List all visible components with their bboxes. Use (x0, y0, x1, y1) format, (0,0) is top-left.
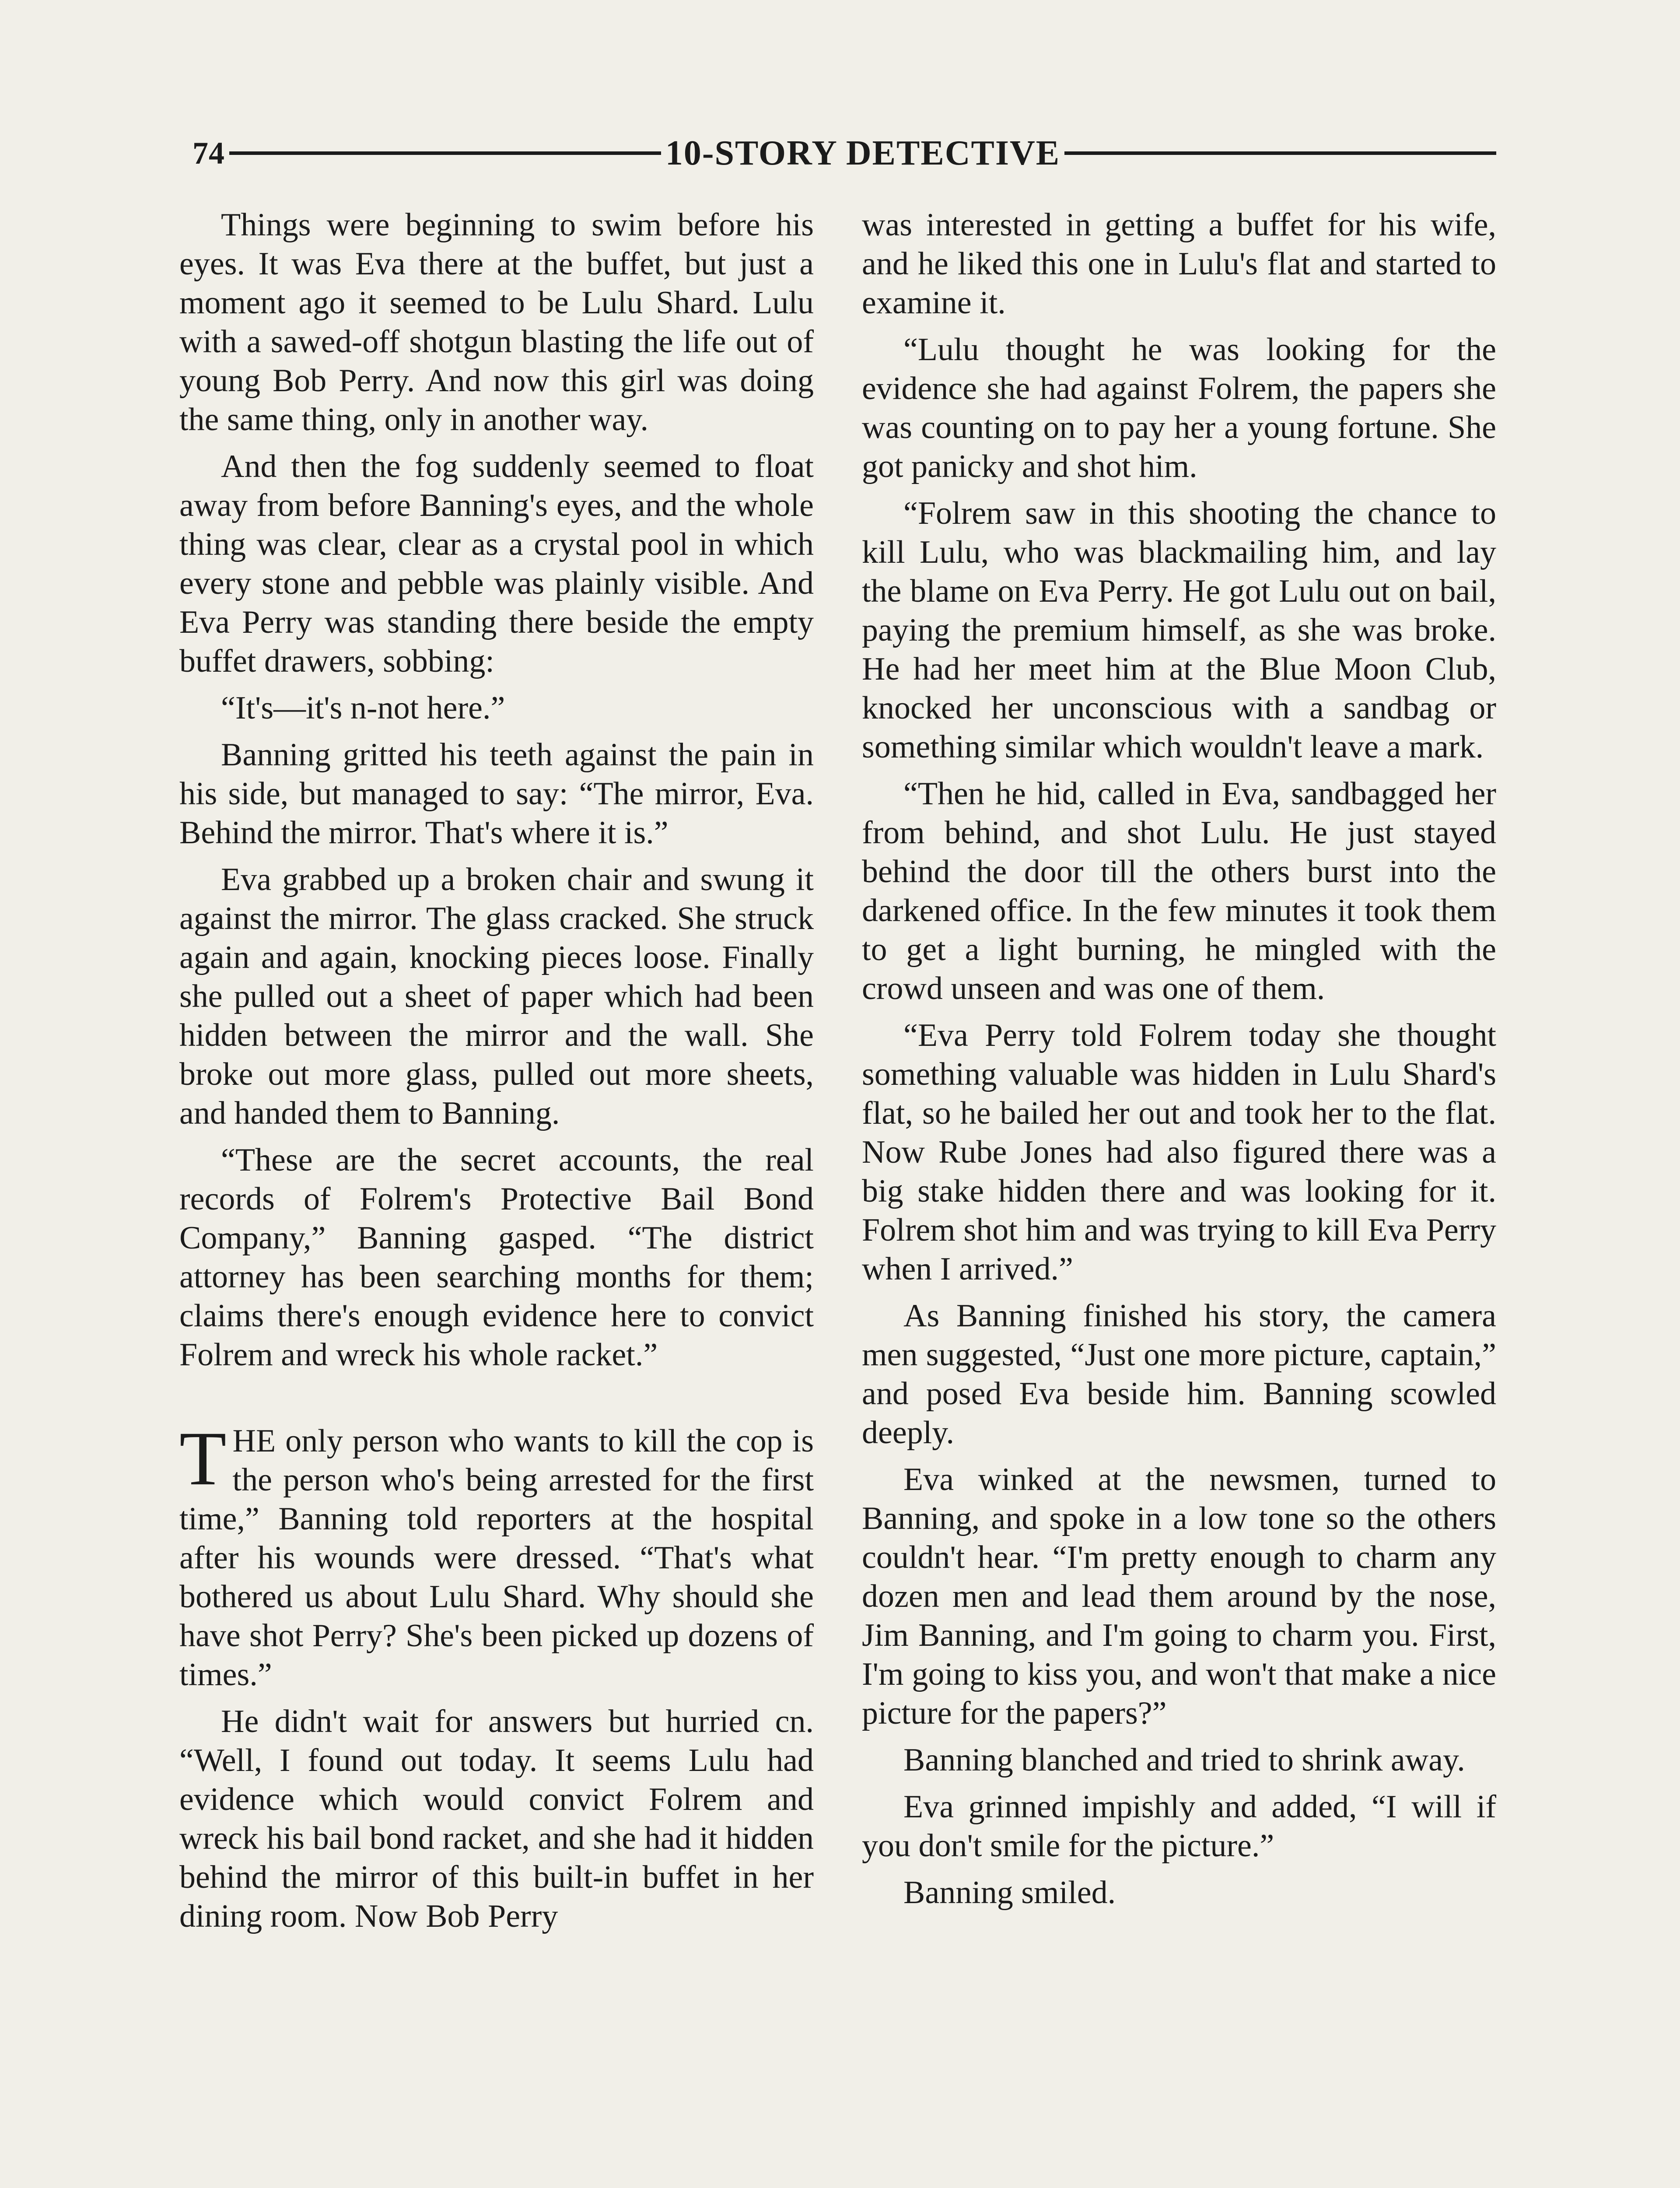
header-rule-left (229, 151, 661, 155)
paragraph: And then the fog suddenly seemed to float away from before Banning's eyes, and the whole thing was clear, clear as a crystal pool in which every stone and pebble was plainly visible. And Eva Perry was standing there beside the empty buffet drawers, sobbing: (179, 449, 814, 679)
paragraph-continued: was interested in getting a buffet for his wife, and he liked this one in Lulu's flat and started to examine it. (862, 207, 1496, 321)
paragraph: Banning gritted his teeth against the pain in his side, but managed to say: “The mirror, Eva. Behind the mirror. That's where it is.” (179, 737, 814, 851)
drop-cap: T (179, 1416, 227, 1501)
paragraph: “Then he hid, called in Eva, sandbagged her from behind, and shot Lulu. He just stayed behind the door till the others burst into the darkened office. In the few minutes it took them to get a light burning, he mingled with the crowd unseen and was one of them. (862, 776, 1496, 1006)
paragraph: “It's—it's n-not here.” (221, 690, 505, 726)
paragraph: “Lulu thought he was looking for the evidence she had against Folrem, the papers she was counting on to pay her a young fortune. She got panicky and shot him. (862, 332, 1496, 484)
dropcap-paragraph (179, 1416, 814, 1694)
paragraph: “Eva Perry told Folrem today she thought something valuable was hidden in Lulu Shard's flat, so he bailed her out and took her to the flat. Now Rube Jones had also figured there was a big stake hidden there and was looking for it. Folrem shot him and was trying to kill Eva Perry when I arrived.” (862, 1017, 1496, 1287)
section-break (179, 1382, 814, 1422)
running-header (192, 129, 1496, 177)
paragraph: “These are the secret accounts, the real records of Folrem's Protective Bail Bond Company,” Banning gasped. “The district attorney has been searching months for them; claims there's enough evidence here to convict Folrem and wreck his whole racket.” (179, 1142, 814, 1373)
paragraph: As Banning finished his story, the camera men suggested, “Just one more picture, captain,” and posed Eva beside him. Banning scowled deeply. (862, 1298, 1496, 1451)
paragraph: He didn't wait for answers but hurried cn. “Well, I found out today. It seems Lulu had evidence which would convict Folrem and wreck his bail bond racket, and she had it hidden behind the mirror of this built-in buffet in her dining room. Now Bob Perry (179, 1704, 814, 1934)
page-number: 74 (192, 135, 225, 171)
dropcap-paragraph-text: HE only person who wants to kill the cop is the person who's being arrested for the first time,” Banning told reporters at the hospital after his wounds were dressed. “That's what bothered us about Lulu Shard. Why should she have shot Perry? She's been picked up dozens of times.” (179, 1423, 814, 1693)
left-column (179, 206, 814, 1944)
header-rule-right (1064, 151, 1496, 155)
paragraph: Banning blanched and tried to shrink away. (903, 1742, 1465, 1778)
paragraph: Banning smiled. (903, 1875, 1116, 1911)
paragraph: Eva winked at the newsmen, turned to Banning, and spoke in a low tone so the others couldn't hear. “I'm pretty enough to charm any dozen men and lead them around by the nose, Jim Banning, and I'm going to charm you. First, I'm going to kiss you, and won't that make a nice picture for the papers?” (862, 1462, 1496, 1731)
paragraph: Things were beginning to swim before his eyes. It was Eva there at the buffet, but just a moment ago it seemed to be Lulu Shard. Lulu with a sawed-off shotgun blasting the life out of young Bob Perry. And now this girl was doing the same thing, only in another way. (179, 207, 814, 438)
magazine-title: 10-STORY DETECTIVE (665, 133, 1060, 172)
paragraph: Eva grabbed up a broken chair and swung it against the mirror. The glass cracked. She struck again and again, knocking pieces loose. Finally she pulled out a sheet of paper which had been hidden between the mirror and the wall. She broke out more glass, pulled out more sheets, and handed them to Banning. (179, 862, 814, 1131)
right-column (862, 206, 1496, 1920)
paragraph: “Folrem saw in this shooting the chance to kill Lulu, who was blackmailing him, and lay the blame on Eva Perry. He got Lulu out on bail, paying the premium himself, as she was broke. He had her meet him at the Blue Moon Club, knocked her unconscious with a sandbag or something similar which wouldn't leave a mark. (862, 495, 1496, 765)
paragraph: Eva grinned impishly and added, “I will if you don't smile for the picture.” (862, 1789, 1496, 1864)
